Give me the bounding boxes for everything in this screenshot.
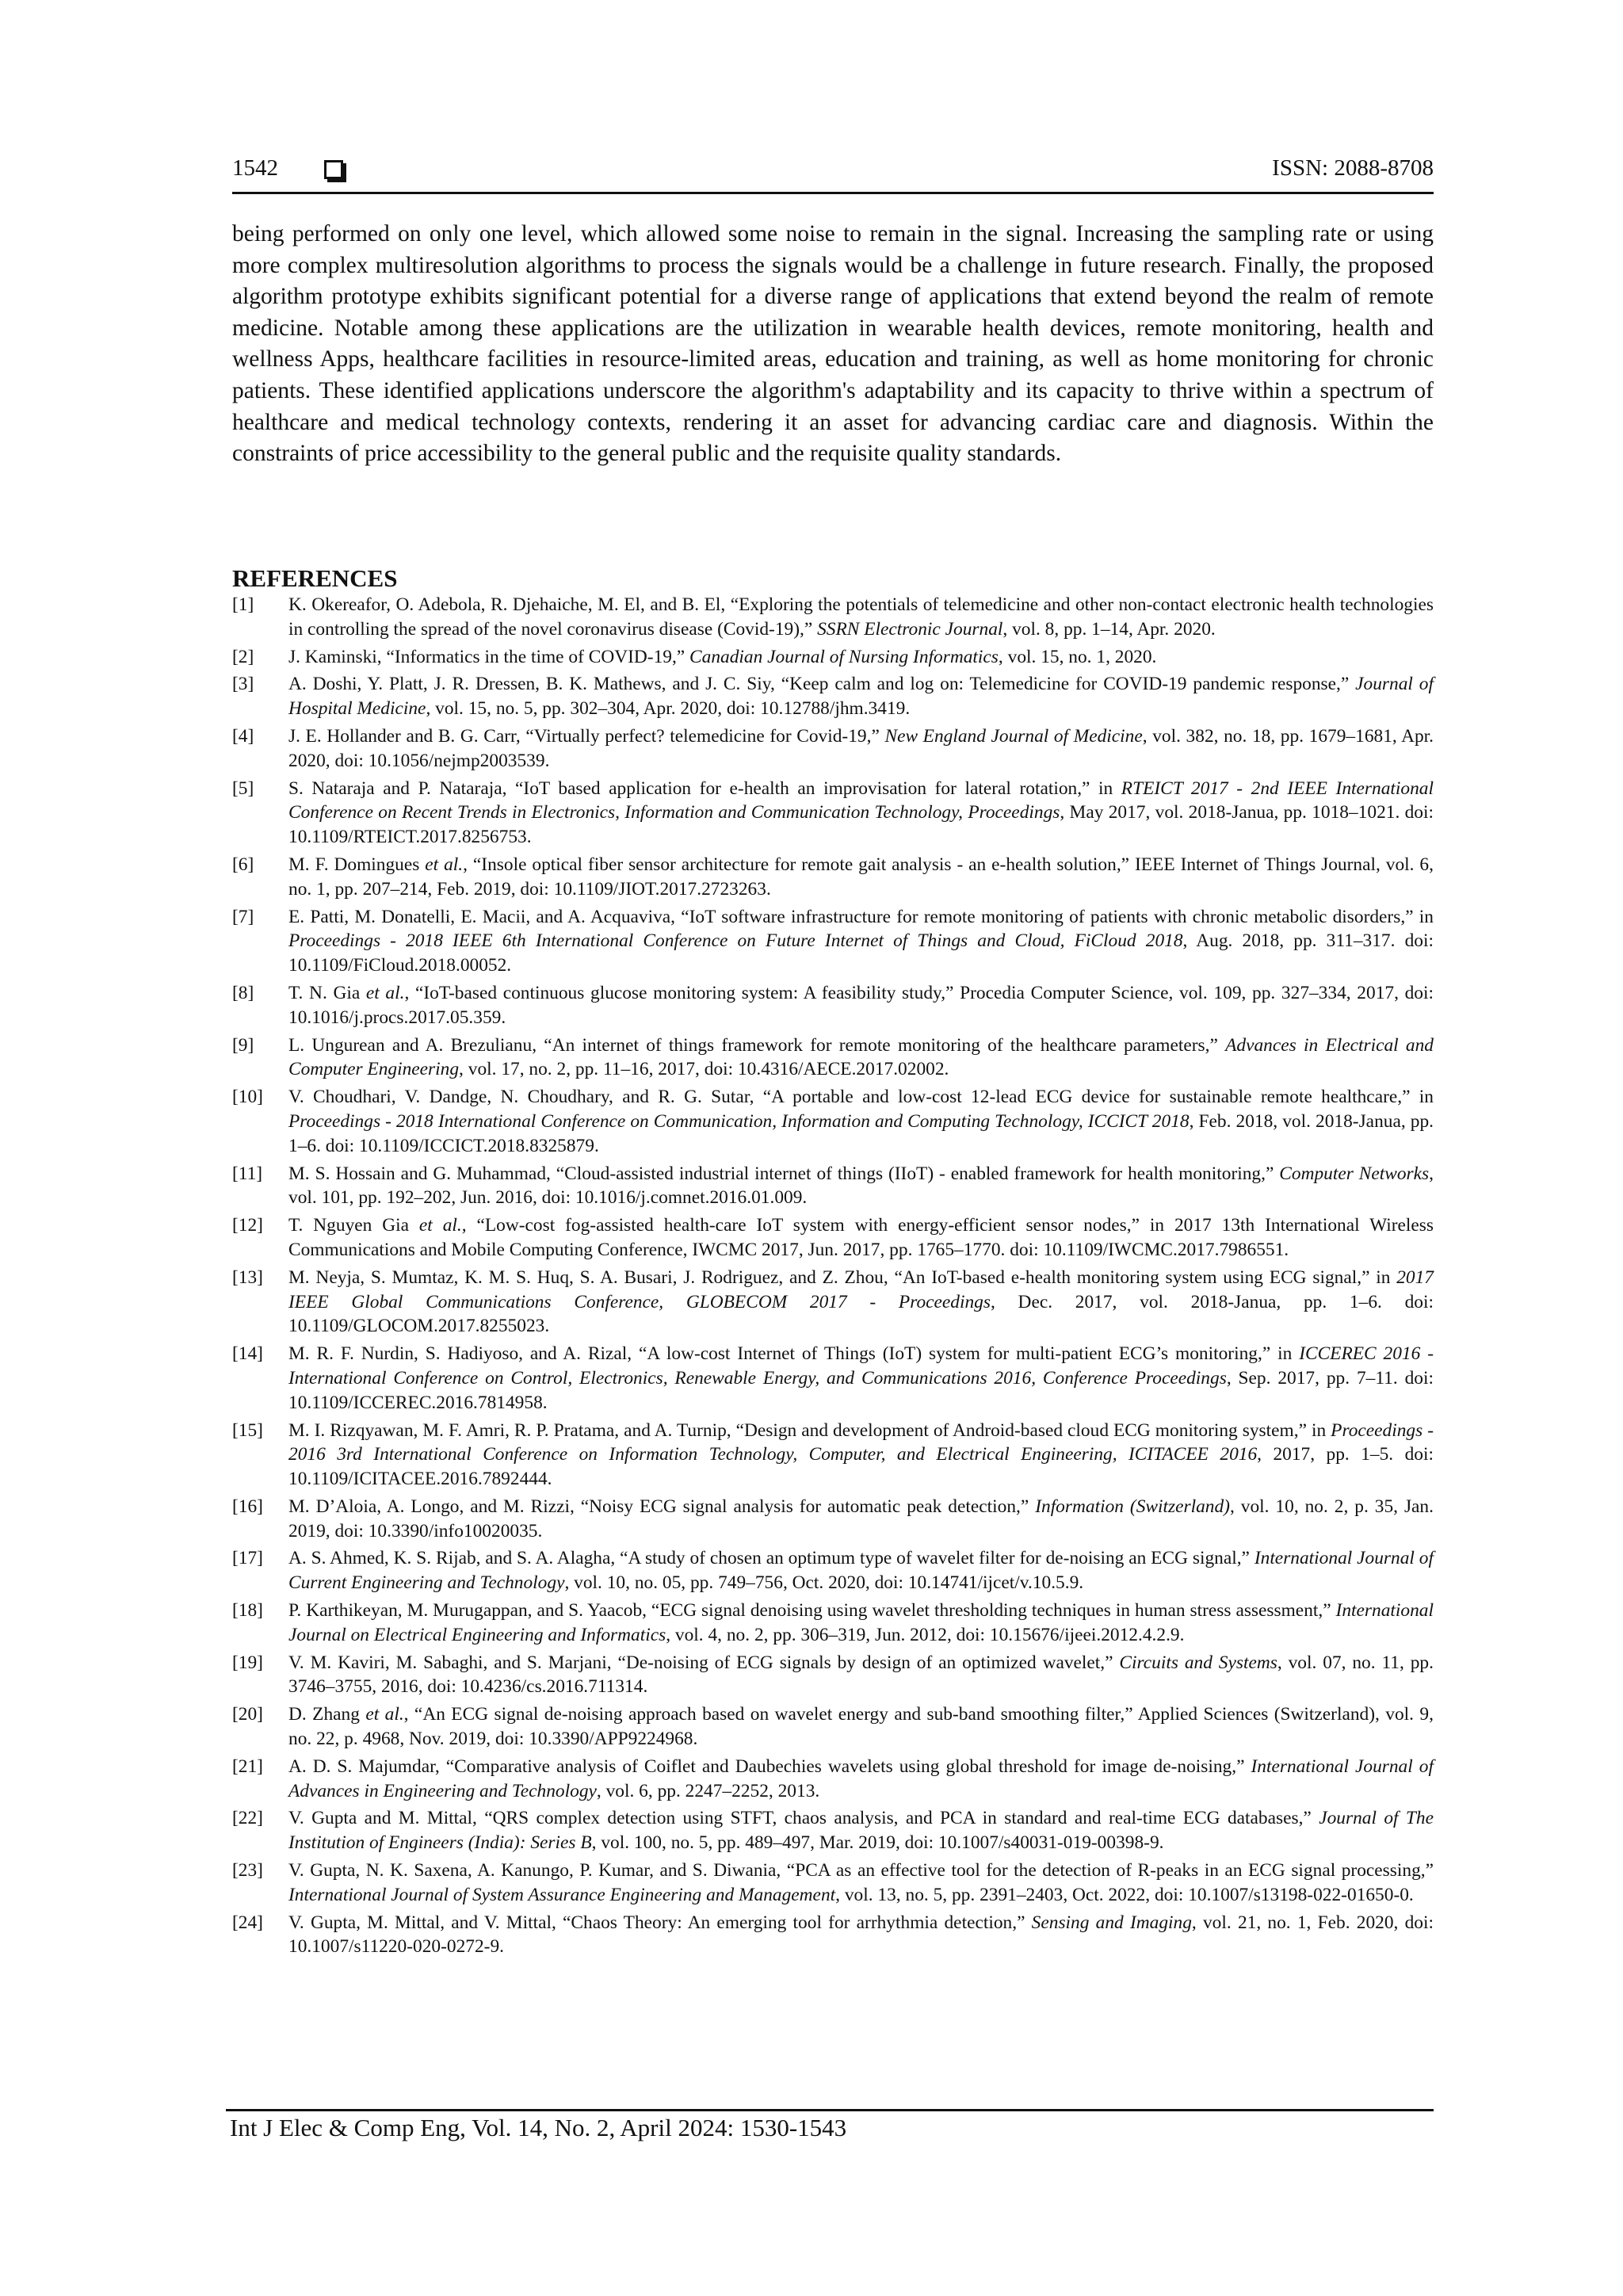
reference-text	[288, 1859, 1434, 1908]
reference-item	[232, 1213, 1434, 1263]
reference-text	[288, 1085, 1434, 1158]
reference-item	[232, 1495, 1434, 1544]
reference-source-italic: International Journal of Current Engineering and Technology	[288, 1548, 1434, 1594]
reference-item	[232, 1033, 1434, 1083]
reference-source-italic: International Journal on Electrical Engineering and Informatics	[288, 1600, 1434, 1645]
references-heading: REFERENCES	[232, 564, 398, 592]
reference-text-lead: V. Gupta, N. K. Saxena, A. Kanungo, P. Kumar, and S. Diwania, “PCA as an effective tool for the detection of R-peaks in an ECG signal processing,”	[288, 1860, 1434, 1881]
reference-number: [6]	[232, 854, 254, 875]
reference-text-tail: , vol. 4, no. 2, pp. 306–319, Jun. 2012, doi: 10.15676/ijeei.2012.4.2.9.	[666, 1624, 1185, 1645]
reference-text-lead: J. E. Hollander and B. G. Carr, “Virtually perfect? telemedicine for Covid-19,”	[288, 725, 885, 747]
reference-text	[288, 593, 1434, 642]
reference-source-italic: SSRN Electronic Journal	[817, 618, 1003, 640]
reference-text-tail: , vol. 07, no. 11, pp. 3746–3755, 2016, doi: 10.4236/cs.2016.711314.	[288, 1652, 1434, 1698]
reference-text-lead: L. Ungurean and A. Brezulianu, “An internet of things framework for remote monitoring of the healthcare parameters,”	[288, 1034, 1226, 1056]
reference-text	[288, 1213, 1434, 1263]
reference-source-italic: International Journal of Advances in Engineering and Technology	[288, 1755, 1434, 1801]
reference-text	[288, 1266, 1434, 1339]
reference-item	[232, 853, 1434, 902]
reference-item	[232, 905, 1434, 978]
reference-source-italic: Information (Switzerland)	[1035, 1496, 1230, 1517]
reference-item	[232, 1266, 1434, 1339]
reference-text	[288, 724, 1434, 774]
reference-source-italic: Canadian Journal of Nursing Informatics	[689, 646, 999, 667]
reference-text-tail: , vol. 15, no. 1, 2020.	[998, 646, 1157, 667]
reference-text-lead: P. Karthikeyan, M. Murugappan, and S. Yaacob, “ECG signal denoising using wavelet thresholding techniques in human stress assessment,”	[288, 1600, 1336, 1622]
reference-number: [3]	[232, 674, 254, 695]
reference-number: [11]	[232, 1163, 263, 1184]
reference-number: [20]	[232, 1704, 263, 1725]
reference-source-italic: Advances in Electrical and Computer Engineering	[288, 1034, 1434, 1080]
reference-source-italic: Circuits and Systems	[1119, 1652, 1277, 1673]
reference-item	[232, 672, 1434, 721]
reference-number: [9]	[232, 1034, 254, 1056]
reference-number: [13]	[232, 1266, 263, 1288]
reference-text-lead: M. D’Aloia, A. Longo, and M. Rizzi, “Noisy ECG signal analysis for automatic peak detection,”	[288, 1496, 1036, 1517]
reference-text-lead: T. Nguyen Gia	[288, 1215, 419, 1236]
reference-source-italic: et al.	[418, 1215, 462, 1236]
reference-text-lead: A. Doshi, Y. Platt, J. R. Dressen, B. K. Mathews, and J. C. Siy, “Keep calm and log on: Telemedicine for COVID-19 pandemic response,”	[288, 674, 1356, 695]
reference-text-lead: T. N. Gia	[288, 982, 366, 1003]
reference-text-tail: , vol. 10, no. 2, p. 35, Jan. 2019, doi: 10.3390/info10020035.	[288, 1496, 1434, 1541]
reference-source-italic: 2017 IEEE Global Communications Conference, GLOBECOM 2017 - Proceedings	[288, 1266, 1434, 1312]
reference-text-tail: , vol. 13, no. 5, pp. 2391–2403, Oct. 2022, doi: 10.1007/s13198-022-01650-0.	[835, 1884, 1414, 1905]
reference-text-lead: M. I. Rizqyawan, M. F. Amri, R. P. Pratama, and A. Turnip, “Design and development of Android-based cloud ECG monitoring system,” in	[288, 1419, 1331, 1441]
reference-item	[232, 1911, 1434, 1960]
reference-number: [8]	[232, 982, 254, 1003]
reference-text-lead: J. Kaminski, “Informatics in the time of COVID-19,”	[288, 646, 690, 667]
reference-number: [2]	[232, 646, 254, 667]
reference-text	[288, 905, 1434, 978]
reference-source-italic: et al.	[365, 982, 405, 1003]
reference-text-tail: , Sep. 2017, pp. 7–11. doi: 10.1109/ICCEREC.2016.7814958.	[288, 1367, 1434, 1413]
reference-text-lead: M. S. Hossain and G. Muhammad, “Cloud-assisted industrial internet of things (IIoT) - enabled framework for health monitoring,”	[288, 1163, 1280, 1184]
reference-text-lead: D. Zhang	[288, 1704, 366, 1725]
issn: ISSN: 2088-8708	[1272, 155, 1434, 181]
reference-item	[232, 1859, 1434, 1908]
reference-text-tail: , vol. 21, no. 1, Feb. 2020, doi: 10.1007/s11220-020-0272-9.	[288, 1912, 1434, 1958]
reference-item	[232, 1419, 1434, 1492]
body-paragraph: being performed on only one level, which allowed some noise to remain in the signal. Increasing the sampling rate or using more complex multiresolution algorithms to process the signals would be a challenge in future research. Finally, the proposed algorithm prototype exhibits significant potential for a diverse range of applications that extend beyond the realm of remote medicine. Notable among these applications are the utilization in wearable health devices, remote monitoring, health and wellness Apps, healthcare facilities in resource-limited areas, education and training, as well as home monitoring for chronic patients. These identified applications underscore the algorithm's adaptability and its capacity to thrive within a spectrum of healthcare and medical technology contexts, rendering it an asset for advancing cardiac care and diagnosis. Within the constraints of price accessibility to the general public and the requisite quality standards.	[232, 221, 1434, 467]
reference-text-lead: V. Gupta and M. Mittal, “QRS complex detection using STFT, chaos analysis, and PCA in standard and real-time ECG databases,”	[288, 1808, 1319, 1829]
reference-text-lead: E. Patti, M. Donatelli, E. Macii, and A. Acquaviva, “IoT software infrastructure for remote monitoring of patients with chronic metabolic disorders,” in	[288, 906, 1434, 927]
reference-number: [21]	[232, 1755, 263, 1777]
reference-text-lead: M. F. Domingues	[288, 854, 426, 875]
reference-text-tail: , vol. 8, pp. 1–14, Apr. 2020.	[1002, 618, 1216, 640]
reference-item	[232, 1342, 1434, 1415]
reference-source-italic: Journal of Hospital Medicine	[288, 674, 1434, 720]
reference-text-tail: , vol. 382, no. 18, pp. 1679–1681, Apr. 2020, doi: 10.1056/nejmp2003539.	[288, 725, 1434, 771]
reference-text	[288, 1651, 1434, 1700]
reference-text-tail: , vol. 10, no. 05, pp. 749–756, Oct. 2020, doi: 10.14741/ijcet/v.10.5.9.	[564, 1572, 1084, 1594]
reference-text-tail: , vol. 101, pp. 192–202, Jun. 2016, doi: 10.1016/j.comnet.2016.01.009.	[288, 1163, 1434, 1209]
reference-text	[288, 981, 1434, 1030]
reference-source-italic: Proceedings - 2018 IEEE 6th International Conference on Future Internet of Things and Cloud, FiCloud 2018	[288, 930, 1183, 952]
reference-number: [10]	[232, 1087, 263, 1108]
reference-number: [22]	[232, 1808, 263, 1829]
reference-list	[232, 593, 1434, 1962]
reference-text-lead: V. Choudhari, V. Dandge, N. Choudhary, and R. G. Sutar, “A portable and low-cost 12-lead ECG device for sustainable remote healthcare,” in	[288, 1087, 1434, 1108]
reference-text	[288, 1419, 1434, 1492]
checkbox-ornament-icon	[324, 160, 343, 179]
reference-item	[232, 1651, 1434, 1700]
reference-source-italic: RTEICT 2017 - 2nd IEEE International Conference on Recent Trends in Electronics, Information and Communication Technology, Proceedings	[288, 777, 1434, 823]
reference-text	[288, 853, 1434, 902]
reference-text-tail: , Aug. 2018, pp. 311–317. doi: 10.1109/FiCloud.2018.00052.	[288, 930, 1434, 976]
reference-number: [17]	[232, 1548, 263, 1569]
reference-item	[232, 1085, 1434, 1158]
reference-text	[288, 1599, 1434, 1648]
reference-number: [1]	[232, 594, 254, 615]
reference-text-tail: , “Low-cost fog-assisted health-care IoT system with energy-efficient sensor nodes,” in 2017 13th International Wireless Communications and Mobile Computing Conference, IWCMC 2017, Jun. 2017, pp. 1765–1770. doi: 10.1109/IWCMC.2017.7986551.	[288, 1215, 1434, 1260]
reference-text-tail: , “IoT-based continuous glucose monitoring system: A feasibility study,” Procedia Computer Science, vol. 109, pp. 327–334, 2017, doi: 10.1016/j.procs.2017.05.359.	[288, 982, 1434, 1028]
reference-text	[288, 1342, 1434, 1415]
reference-source-italic: Computer Networks	[1279, 1163, 1430, 1184]
reference-text-tail: , vol. 17, no. 2, pp. 11–16, 2017, doi: 10.4316/AECE.2017.02002.	[459, 1059, 949, 1080]
reference-number: [12]	[232, 1215, 263, 1236]
reference-number: [15]	[232, 1419, 263, 1441]
page-number: 1542	[232, 155, 278, 181]
reference-text-lead: V. M. Kaviri, M. Sabaghi, and S. Marjani, “De-noising of ECG signals by design of an optimized wavelet,”	[288, 1652, 1120, 1673]
reference-number: [23]	[232, 1860, 263, 1881]
reference-source-italic: New England Journal of Medicine	[884, 725, 1143, 747]
reference-item	[232, 724, 1434, 774]
reference-text	[288, 1162, 1434, 1211]
reference-source-italic: Proceedings - 2016 3rd International Conference on Information Technology, Computer, and Electrical Engineering, ICITACEE 2016	[288, 1419, 1434, 1465]
reference-number: [7]	[232, 906, 254, 927]
reference-text-tail: , vol. 100, no. 5, pp. 489–497, Mar. 2019, doi: 10.1007/s40031-019-00398-9.	[591, 1832, 1164, 1854]
reference-text-tail: , “Insole optical fiber sensor architecture for remote gait analysis - an e-health solution,” IEEE Internet of Things Journal, vol. 6, no. 1, pp. 207–214, Feb. 2019, doi: 10.1109/JIOT.2017.2723263.	[288, 854, 1434, 900]
reference-number: [4]	[232, 725, 254, 747]
reference-source-italic: Journal of The Institution of Engineers (India): Series B	[288, 1808, 1434, 1854]
reference-text	[288, 1755, 1434, 1804]
reference-source-italic: Proceedings - 2018 International Conference on Communication, Information and Computing Technology, ICCICT 2018	[288, 1110, 1190, 1132]
reference-source-italic: et al.	[425, 854, 464, 875]
footer-citation: Int J Elec & Comp Eng, Vol. 14, No. 2, April 2024: 1530-1543	[230, 2114, 847, 2141]
reference-text-lead: M. Neyja, S. Mumtaz, K. M. S. Huq, S. A. Busari, J. Rodriguez, and Z. Zhou, “An IoT-based e-health monitoring system using ECG signal,” in	[288, 1266, 1397, 1288]
reference-text	[288, 1033, 1434, 1083]
reference-item	[232, 1546, 1434, 1595]
reference-text-lead: A. D. S. Majumdar, “Comparative analysis of Coiflet and Daubechies wavelets using global threshold for image de-noising,”	[288, 1755, 1251, 1777]
reference-text	[288, 1495, 1434, 1544]
reference-text-lead: K. Okereafor, O. Adebola, R. Djehaiche, M. El, and B. El, “Exploring the potentials of telemedicine and other non-contact electronic health technologies in controlling the spread of the novel coronavirus disease (Covid-19),”	[288, 594, 1434, 640]
page-header	[232, 155, 1434, 192]
reference-text-tail: , Dec. 2017, vol. 2018-Janua, pp. 1–6. doi: 10.1109/GLOCOM.2017.8255023.	[288, 1291, 1434, 1337]
reference-text	[288, 1911, 1434, 1960]
reference-text	[288, 645, 1434, 670]
reference-source-italic: ICCEREC 2016 - International Conference on Control, Electronics, Renewable Energy, and Communications 2016, Conference Proceedings	[288, 1343, 1434, 1389]
reference-number: [5]	[232, 777, 254, 799]
reference-number: [24]	[232, 1912, 263, 1933]
reference-text-tail: , vol. 15, no. 5, pp. 302–304, Apr. 2020, doi: 10.12788/jhm.3419.	[426, 698, 911, 720]
header-rule	[232, 192, 1434, 194]
reference-item	[232, 981, 1434, 1030]
reference-text	[288, 1546, 1434, 1595]
reference-text	[288, 777, 1434, 850]
reference-item	[232, 777, 1434, 850]
reference-text	[288, 1806, 1434, 1855]
reference-item	[232, 593, 1434, 642]
reference-source-italic: Sensing and Imaging	[1031, 1912, 1192, 1933]
reference-item	[232, 645, 1434, 670]
reference-number: [18]	[232, 1600, 263, 1622]
reference-text-lead: A. S. Ahmed, K. S. Rijab, and S. A. Alagha, “A study of chosen an optimum type of wavelet filter for de-noising an ECG signal,”	[288, 1548, 1254, 1569]
reference-text-lead: M. R. F. Nurdin, S. Hadiyoso, and A. Rizal, “A low-cost Internet of Things (IoT) system for multi-patient ECG’s monitoring,” in	[288, 1343, 1300, 1365]
reference-item	[232, 1755, 1434, 1804]
reference-text-lead: S. Nataraja and P. Nataraja, “IoT based application for e-health an improvisation for lateral rotation,” in	[288, 777, 1121, 799]
reference-text	[288, 672, 1434, 721]
reference-item	[232, 1806, 1434, 1855]
reference-text-tail: , May 2017, vol. 2018-Janua, pp. 1018–1021. doi: 10.1109/RTEICT.2017.8256753.	[288, 802, 1434, 848]
reference-text-tail: , “An ECG signal de-noising approach based on wavelet energy and sub-band smoothing filter,” Applied Sciences (Switzerland), vol. 9, no. 22, p. 4968, Nov. 2019, doi: 10.3390/APP9224968.	[288, 1704, 1434, 1750]
reference-text-tail: , 2017, pp. 1–5. doi: 10.1109/ICITACEE.2016.7892444.	[288, 1444, 1434, 1490]
reference-number: [14]	[232, 1343, 263, 1365]
reference-text-lead: V. Gupta, M. Mittal, and V. Mittal, “Chaos Theory: An emerging tool for arrhythmia detection,”	[288, 1912, 1032, 1933]
reference-item	[232, 1702, 1434, 1752]
reference-text-tail: , Feb. 2018, vol. 2018-Janua, pp. 1–6. doi: 10.1109/ICCICT.2018.8325879.	[288, 1110, 1434, 1156]
reference-source-italic: International Journal of System Assurance Engineering and Management	[288, 1884, 836, 1905]
reference-text	[288, 1702, 1434, 1752]
reference-item	[232, 1162, 1434, 1211]
footer-rule	[226, 2109, 1434, 2111]
reference-source-italic: et al.	[365, 1704, 404, 1725]
reference-text-tail: , vol. 6, pp. 2247–2252, 2013.	[596, 1780, 820, 1801]
reference-number: [19]	[232, 1652, 263, 1673]
reference-item	[232, 1599, 1434, 1648]
reference-number: [16]	[232, 1496, 263, 1517]
